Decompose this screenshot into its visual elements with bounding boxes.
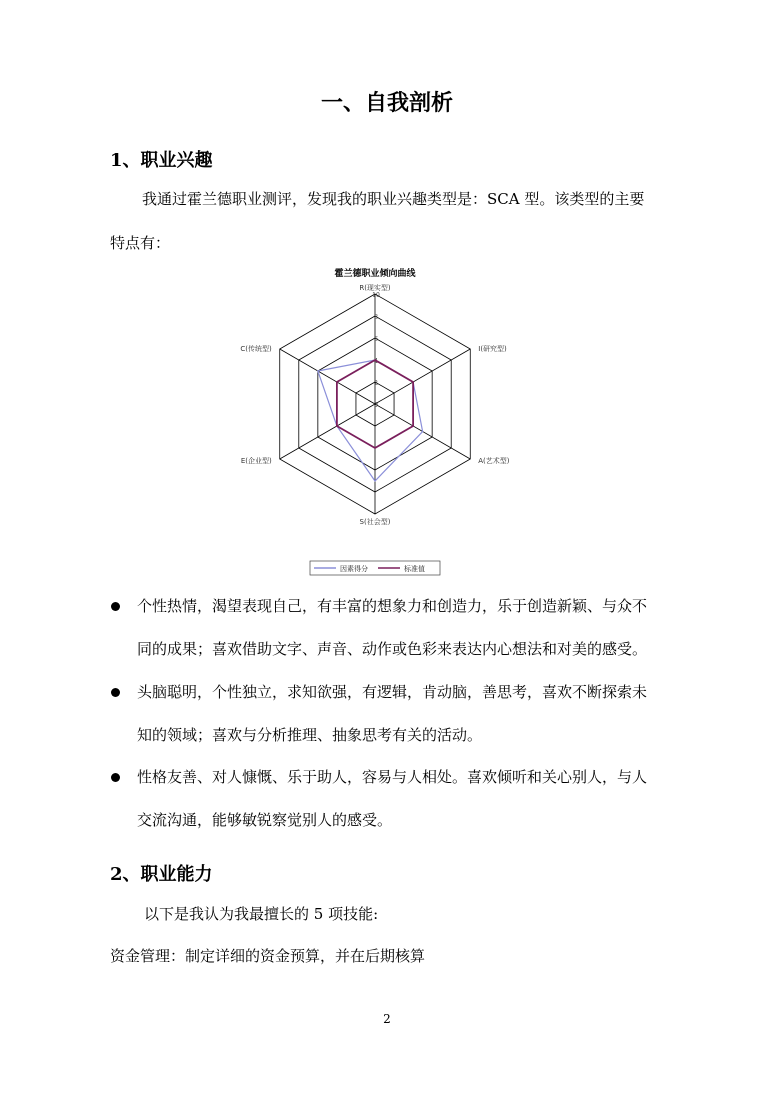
skills-intro: 以下是我认为我最擅长的 5 项技能: [144, 905, 379, 923]
bullet-3-line-2: 交流沟通，能够敏锐察觉别人的感受。 [137, 811, 393, 829]
bullet-2-line-2: 知的领域；喜欢与分析推理、抽象思考有关的活动。 [137, 726, 483, 744]
bullet-3-line-1: 性格友善、对人慷慨、乐于助人，容易与人相处。喜欢倾听和关心别人，与人 [137, 768, 648, 786]
radar-tick-label: 6 [374, 336, 378, 343]
bullet-dot [111, 688, 120, 697]
radar-spoke [280, 349, 375, 404]
bullet-dot [111, 773, 120, 782]
radar-axis-label: R(现实型) [359, 284, 391, 292]
radar-tick-label: 4 [374, 358, 378, 365]
bullet-1-line-2: 同的成果；喜欢借助文字、声音、动作或色彩来表达内心想法和对美的感受。 [137, 640, 648, 658]
subsection-title-career-ability: 2、职业能力 [110, 864, 213, 885]
radar-axis-label: S(社会型) [359, 518, 391, 526]
skill-line: 资金管理：制定详细的资金预算，并在后期核算 [110, 947, 426, 965]
page-number: 2 [383, 1012, 391, 1026]
radar-axis-label: C(传统型) [240, 345, 272, 353]
section-title: 一、自我剖析 [320, 90, 453, 116]
radar-spoke [375, 349, 470, 404]
subsection-title-career-interest: 1、职业兴趣 [110, 150, 213, 171]
bullet-dot [111, 602, 120, 611]
radar-axis-label: I(研究型) [478, 345, 507, 353]
radar-tick-label: 8 [374, 314, 378, 321]
legend-label: 因素得分 [340, 565, 368, 573]
radar-axis-label: E(企业型) [240, 457, 272, 465]
bullet-2-line-1: 头脑聪明，个性独立，求知欲强，有逻辑，肯动脑，善思考，喜欢不断探索未 [137, 683, 648, 701]
bullet-1-line-1: 个性热情，渴望表现自己，有丰富的想象力和创造力，乐于创造新颖、与众不 [137, 597, 648, 615]
intro-line-1: 我通过霍兰德职业测评，发现我的职业兴趣类型是：SCA 型。该类型的主要 [142, 190, 645, 208]
radar-axis-label: A(艺术型) [478, 457, 510, 465]
holland-radar-chart [220, 264, 530, 580]
chart-title: 霍兰德职业倾向曲线 [334, 269, 416, 279]
intro-line-2: 特点有： [110, 234, 171, 252]
radar-tick-label: 0 [374, 402, 378, 409]
legend-label: 标准值 [404, 565, 425, 573]
radar-tick-label: 10 [372, 292, 380, 299]
radar-spoke [280, 404, 375, 459]
radar-tick-label: 2 [374, 380, 378, 387]
